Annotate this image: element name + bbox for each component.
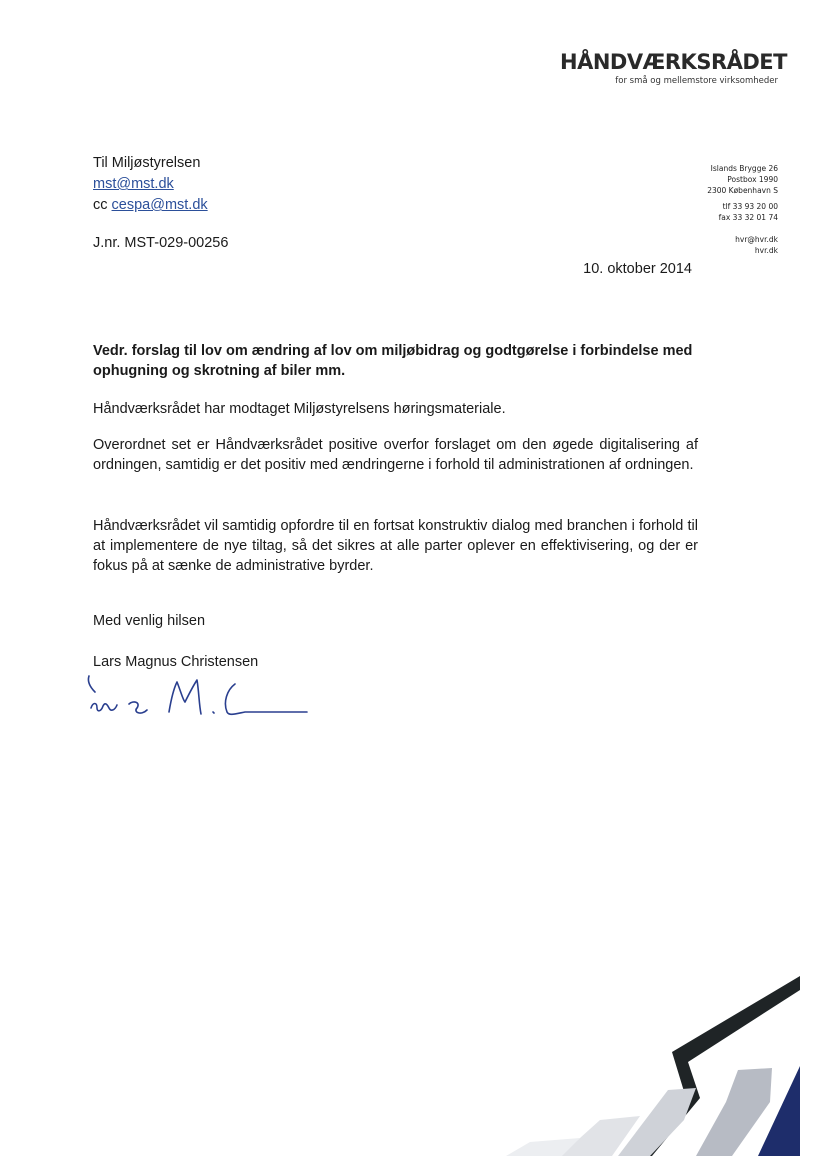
phone-number: tlf 33 93 20 00: [722, 202, 778, 211]
recipient-email-link[interactable]: mst@mst.dk: [93, 176, 174, 192]
body-paragraph-3: Håndværksrådet vil samtidig opfordre til en fortsat konstruktiv dialog med branchen i forhold til at implementere de nye tiltag, så det sikres at alle parter oplever en effektivisering, og der er fokus på at sænke de administrative byrder.: [93, 518, 698, 574]
handwritten-signature: [85, 672, 315, 732]
address-line: 2300 København S: [707, 186, 778, 195]
decorative-corner-graphic: [500, 970, 806, 1160]
sender-online: [735, 234, 778, 256]
closing-greeting: Med venlig hilsen: [93, 613, 206, 629]
fax-number: fax 33 32 01 74: [718, 213, 778, 222]
letter-date: 10. oktober 2014: [583, 261, 692, 277]
sender-address: [707, 163, 778, 196]
address-line: Islands Brygge 26: [710, 164, 778, 173]
journal-number: J.nr. MST-029-00256: [93, 235, 229, 251]
sender-website: hvr.dk: [754, 246, 778, 255]
recipient-to: Til Miljøstyrelsen: [93, 155, 201, 171]
cc-email-link[interactable]: cespa@mst.dk: [111, 197, 208, 213]
org-logo-title: HÅNDVÆRKSRÅDET: [560, 50, 787, 74]
address-line: Postbox 1990: [727, 175, 778, 184]
body-paragraph-2: Overordnet set er Håndværksrådet positive overfor forslaget om den øgede digitalisering af ordningen, samtidig er det positiv med ændringerne i forhold til administrationen af ordningen.: [93, 437, 698, 473]
cc-prefix: cc: [93, 197, 108, 213]
letter-subject: Vedr. forslag til lov om ændring af lov om miljøbidrag og godtgørelse i forbindelse med ophugning og skrotning af biler mm.: [93, 343, 693, 379]
body-paragraph-1: Håndværksrådet har modtaget Miljøstyrelsens høringsmateriale.: [93, 401, 506, 417]
sender-contact: [719, 201, 778, 223]
signer-name: Lars Magnus Christensen: [93, 654, 259, 670]
cc-line: [93, 197, 208, 213]
org-tagline: for små og mellemstore virksomheder: [615, 76, 778, 86]
sender-email: hvr@hvr.dk: [735, 235, 778, 244]
